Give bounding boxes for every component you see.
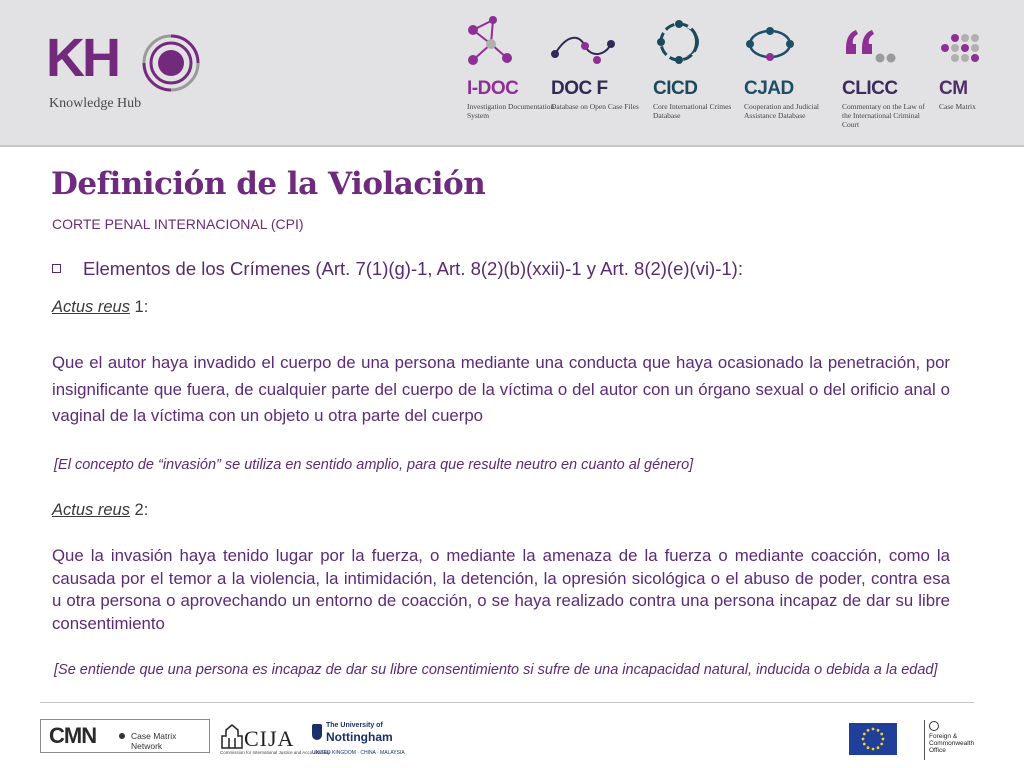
moon-ring-icon [651, 14, 711, 74]
nottingham-line-2: Nottingham [326, 730, 393, 744]
db-description: Investigation Documentation System [467, 102, 555, 120]
invasion-note: [El concepto de “invasión” se utiliza en sentido amplio, para que resulte neutro en cuanto al género] [54, 457, 694, 473]
fco-divider [924, 720, 925, 760]
linked-nodes-icon [742, 14, 802, 74]
eu-stars-icon [849, 723, 897, 755]
fco-line-2: Commonwealth [929, 740, 975, 747]
db-link-docf[interactable] [549, 14, 641, 139]
cmn-name: Case Matrix Network [131, 731, 177, 751]
db-title: CLICC [842, 78, 898, 99]
actus-reus-number: 2: [129, 501, 149, 519]
db-title: CM [939, 78, 968, 99]
db-link-clicc[interactable] [840, 14, 932, 139]
square-bullet-icon [52, 264, 61, 273]
consent-note: [Se entiende que una persona es incapaz de dar su libre consentimiento si sufre de una incapacidad natural, inducida o debida a la edad] [54, 662, 938, 678]
bullet-text: Elementos de los Crímenes (Art. 7(1)(g)-1, Art. 8(2)(b)(xxii)-1 y Art. 8(2)(e)(vi)-1): [83, 258, 743, 279]
db-title: DOC F [551, 78, 608, 99]
db-link-cjad[interactable] [742, 14, 834, 139]
network-nodes-icon [465, 14, 525, 74]
cmn-letters: CMN [49, 723, 97, 748]
kh-logo-subtitle: Knowledge Hub [49, 96, 142, 111]
cija-logo[interactable] [220, 722, 331, 756]
footer-divider [40, 702, 974, 703]
actus-reus-number: 1: [129, 298, 149, 316]
slide-subtitle: CORTE PENAL INTERNACIONAL (CPI) [52, 216, 304, 232]
dot-matrix-icon [937, 14, 997, 74]
university-of-nottingham-logo[interactable] [312, 722, 408, 758]
db-title: CICD [653, 78, 698, 99]
db-title: I-DOC [467, 78, 519, 99]
knowledge-hub-logo[interactable] [46, 28, 216, 123]
bullet-item [52, 258, 743, 280]
actus-reus-2-heading [52, 501, 148, 520]
cija-tagline: Commission for International Justice and Accountability [220, 750, 331, 755]
quote-marks-icon [840, 14, 900, 74]
case-matrix-network-logo[interactable] [40, 719, 210, 753]
fco-text [929, 733, 974, 754]
db-description: Commentary on the Law of the International Criminal Court [842, 102, 925, 129]
cija-letters: CIJA [244, 726, 295, 751]
db-link-cicd[interactable] [651, 14, 743, 139]
fco-line-3: Office [929, 747, 946, 754]
curve-nodes-icon [549, 14, 619, 74]
royal-crest-icon [929, 721, 939, 731]
slide-title: Definición de la Violación [51, 166, 486, 202]
db-description: Core International Crimes Database [653, 102, 732, 120]
nottingham-line-1: The University of [326, 722, 383, 729]
actus-reus-1-heading [52, 298, 148, 317]
actus-reus-label: Actus reus [52, 501, 130, 519]
db-title: CJAD [744, 78, 794, 99]
target-rings-icon [138, 30, 204, 96]
db-link-idoc[interactable] [465, 14, 557, 139]
nottingham-crest-icon [312, 724, 322, 740]
actus-reus-label: Actus reus [52, 298, 130, 316]
eu-flag-icon [849, 723, 897, 755]
kh-logo-letters: KH [46, 28, 118, 88]
db-description: Cooperation and Judicial Assistance Database [744, 102, 819, 120]
db-link-cm[interactable] [937, 14, 1024, 139]
db-description: Case Matrix [939, 102, 976, 111]
foreign-commonwealth-office-logo[interactable] [924, 720, 984, 760]
building-icon [220, 724, 244, 750]
fco-line-1: Foreign & [929, 733, 958, 740]
bullet-dot-icon [119, 733, 125, 739]
actus-reus-2-paragraph: Que la invasión haya tenido lugar por la fuerza, o mediante la amenaza de la fuerza o mediante coacción, como la causada por el temor a la violencia, la intimidación, la detención, la opresión sicológica o el abuso de poder, contra esa u otra persona o aprovechando un entorno de coacción, o se haya realizado contra una persona incapaz de dar su libre consentimiento [52, 546, 950, 633]
db-description: Database on Open Case Files [551, 102, 639, 111]
nottingham-line-3: UNITED KINGDOM · CHINA · MALAYSIA [312, 750, 405, 756]
header-banner [0, 0, 1024, 147]
actus-reus-1-paragraph: Que el autor haya invadido el cuerpo de una persona mediante una conducta que haya ocasionado la penetración, por insignificante que fuera, de cualquier parte del cuerpo de la víctima o del autor con un órgano sexual o del orificio anal o vaginal de la víctima con un objeto u otra parte del cuerpo [52, 353, 950, 425]
